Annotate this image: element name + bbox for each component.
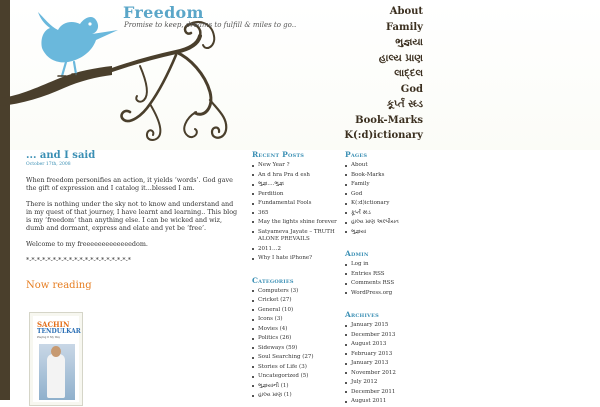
sidebar-column-1 xyxy=(252,150,340,401)
list-item[interactable]: Stories of Life (3) xyxy=(252,363,340,373)
list-item[interactable]: December 2011 xyxy=(345,388,430,398)
site-tagline: Promise to keep, dreams to fulfill & miles to go.. xyxy=(124,21,297,29)
post-title[interactable]: ... and I said xyxy=(26,150,96,161)
list-item[interactable]: Log in xyxy=(345,260,430,270)
pages-heading: Pages xyxy=(345,150,368,159)
list-item[interactable]: July 2012 xyxy=(345,378,430,388)
book-author-last: TENDULKAR xyxy=(37,328,81,335)
list-item[interactable]: 2011…2 xyxy=(252,245,340,255)
post-separator: *-*-*-*-*-*-*-*-*-*-*-*-*-*-*-*-*-*-*-* xyxy=(26,256,131,264)
list-item[interactable]: ભુજ્ઞ....ભુજ્ઞ xyxy=(252,180,340,190)
post-paragraph: There is nothing under the sky not to know and understand and in my quest of that journey, I have learnt and learning.. This blog is my ‘freedom’ than anything else. I can be wicked and wiz, dumb and dormant, express and elate and yet be ‘free’. xyxy=(26,200,238,232)
categories-heading: Categories xyxy=(252,275,294,285)
nav-item-7[interactable]: કૂર્પ્તં સ્ઘ્ડ xyxy=(386,99,423,110)
book-cover[interactable] xyxy=(29,312,83,406)
list-item[interactable]: Icons (3) xyxy=(252,315,340,325)
nav-item-family[interactable]: Family xyxy=(385,21,423,33)
list-item[interactable]: August 2011 xyxy=(345,397,430,407)
bird-illustration xyxy=(38,12,118,76)
list-item[interactable]: January 2013 xyxy=(345,359,430,369)
list-item[interactable]: Perdition xyxy=(252,190,340,200)
list-item[interactable]: November 2012 xyxy=(345,369,430,379)
list-item[interactable]: Book-Marks xyxy=(345,171,430,181)
list-item[interactable]: Cricket (27) xyxy=(252,296,340,306)
list-item[interactable]: હાલ્ય પ્રાણ અલ્પીયત xyxy=(345,218,430,228)
list-item[interactable]: Movies (4) xyxy=(252,325,340,335)
list-item[interactable]: ભુજ્ઞયાની (1) xyxy=(252,382,340,392)
list-item[interactable]: Why I hate iPhone? xyxy=(252,254,340,264)
list-item[interactable]: હાલ્ય પ્રાણ (1) xyxy=(252,391,340,401)
nav-item-kdictionary[interactable]: K(:d)ictionary xyxy=(344,130,423,141)
nav-item-4[interactable]: હાલ્ય પ્રાણ xyxy=(378,52,423,64)
list-item[interactable]: August 2013 xyxy=(345,340,430,350)
list-item[interactable]: May the lights shine forever xyxy=(252,218,340,228)
main-content xyxy=(26,150,238,339)
list-item[interactable]: January 2015 xyxy=(345,321,430,331)
list-item[interactable]: Politics (26) xyxy=(252,334,340,344)
list-item[interactable]: Entries RSS xyxy=(345,270,430,280)
list-item[interactable]: February 2013 xyxy=(345,350,430,360)
admin-list xyxy=(345,260,430,298)
list-item[interactable]: Sideways (59) xyxy=(252,344,340,354)
list-item[interactable]: General (10) xyxy=(252,306,340,316)
list-item[interactable]: About xyxy=(345,161,430,171)
pages-list xyxy=(345,161,430,237)
list-item[interactable]: Comments RSS xyxy=(345,279,430,289)
nav-item-3[interactable]: ભુજ્ઞયા xyxy=(395,37,423,48)
list-item[interactable]: Fundamental Fools xyxy=(252,199,340,209)
now-reading-heading: Now reading xyxy=(26,280,92,291)
nav-item-god[interactable]: God xyxy=(400,83,423,95)
book-subtitle: Playing It My Way xyxy=(37,336,60,339)
admin-heading: Admin xyxy=(345,249,369,258)
recent-posts-heading: Recent Posts xyxy=(252,150,305,159)
book-author-first: SACHIN xyxy=(37,320,70,329)
nav-item-5[interactable]: લાદ્દલ xyxy=(394,68,423,79)
list-item[interactable]: Family xyxy=(345,180,430,190)
list-item[interactable]: New Year ? xyxy=(252,161,340,171)
post-paragraph: When freedom personifies an action, it yields ‘words’. God gave the gift of expression and I catalog it...blessed I am. xyxy=(26,176,233,192)
list-item[interactable]: An d hra Pra d esh xyxy=(252,171,340,181)
site-title[interactable]: Freedom xyxy=(123,3,204,22)
list-item[interactable]: K(:d)ictionary xyxy=(345,199,430,209)
list-item[interactable]: 365 xyxy=(252,209,340,219)
list-item[interactable]: કૂર્પ્તં સ્ઘ્ડ xyxy=(345,209,430,219)
list-item[interactable]: December 2013 xyxy=(345,331,430,341)
list-item[interactable]: God xyxy=(345,190,430,200)
book-figure-head xyxy=(51,346,61,357)
list-item[interactable]: Satyameva Jayate – TRUTH ALONE PREVAILS xyxy=(252,228,340,245)
post-date: October 17th, 2008 xyxy=(26,162,71,167)
nav-item-book-marks[interactable]: Book-Marks xyxy=(355,114,423,126)
book-cover-art xyxy=(33,316,79,402)
archives-heading: Archives xyxy=(345,310,379,319)
categories-list xyxy=(252,287,340,401)
recent-posts-list xyxy=(252,161,340,264)
list-item[interactable]: ભુજ્ઞયા xyxy=(345,228,430,238)
nav-item-about[interactable]: About xyxy=(389,6,423,17)
list-item[interactable]: Soul Searching (27) xyxy=(252,353,340,363)
top-navigation xyxy=(344,4,423,144)
list-item[interactable]: Uncategorized (5) xyxy=(252,372,340,382)
book-figure xyxy=(47,354,65,398)
list-item[interactable]: Computers (3) xyxy=(252,287,340,297)
sidebar-column-2 xyxy=(345,150,430,407)
post-paragraph: Welcome to my freeeeeeeeeeeeedom. xyxy=(26,240,148,248)
branch-swirl-illustration xyxy=(0,22,226,140)
post-body xyxy=(26,176,238,264)
archives-list xyxy=(345,321,430,407)
list-item[interactable]: WordPress.org xyxy=(345,289,430,299)
